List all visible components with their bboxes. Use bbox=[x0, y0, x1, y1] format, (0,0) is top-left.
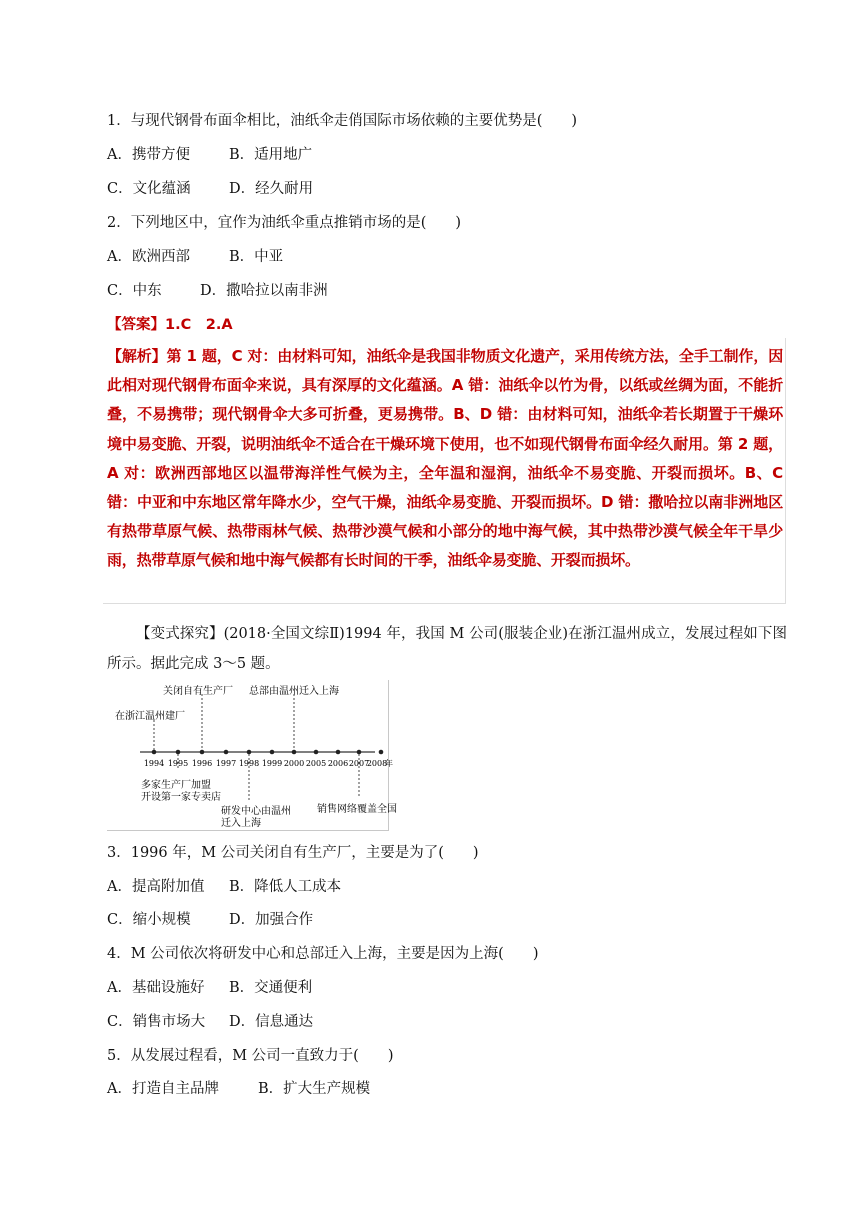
timeline-dot bbox=[176, 750, 181, 755]
q3-option-d: D．加强合作 bbox=[229, 912, 314, 928]
q2-option-b: B．中亚 bbox=[229, 249, 284, 265]
q1-option-a: A．携带方便 bbox=[107, 147, 190, 163]
timeline-dot bbox=[379, 750, 384, 755]
year-label: 1999 bbox=[261, 759, 283, 768]
year-label: 2007 bbox=[348, 759, 370, 768]
timeline-svg bbox=[107, 680, 397, 830]
year-label: 2000 bbox=[283, 759, 305, 768]
q5-option-b: B．扩大生产规模 bbox=[258, 1081, 371, 1097]
timeline-dot bbox=[247, 750, 252, 755]
question-5-stem: 5．从发展过程看，M 公司一直致力于( ) bbox=[107, 1048, 394, 1064]
timeline-dot bbox=[270, 750, 275, 755]
q1-option-c: C．文化蕴涵 bbox=[107, 181, 191, 197]
event-label-2008: 销售网络覆盖全国 bbox=[317, 804, 397, 815]
year-label: 1996 bbox=[191, 759, 213, 768]
q1-option-b: B．适用地广 bbox=[229, 147, 313, 163]
year-unit-label: 年 bbox=[385, 759, 393, 768]
answer-line: 【答案】1.C 2.A bbox=[107, 317, 233, 333]
question-4-stem: 4．M 公司依次将研发中心和总部迁入上海，主要是因为上海( ) bbox=[107, 946, 539, 962]
timeline-dot bbox=[314, 750, 319, 755]
event-label-1995-line2: 开设第一家专卖店 bbox=[141, 792, 221, 803]
year-label: 2005 bbox=[305, 759, 327, 768]
event-label-2005: 总部由温州迁入上海 bbox=[249, 686, 339, 697]
year-label: 1994 bbox=[143, 759, 165, 768]
q5-option-a: A．打造自主品牌 bbox=[107, 1081, 219, 1097]
year-label: 1998 bbox=[238, 759, 260, 768]
timeline-dot bbox=[152, 750, 157, 755]
q3-option-b: B．降低人工成本 bbox=[229, 879, 342, 895]
explanation-body: 第 1 题，C 对：由材料可知，油纸伞是我国非物质文化遗产，采用传统方法，全手工制作，因此相对现代钢骨布面伞来说，具有深厚的文化蕴涵。A 错：油纸伞以竹为骨，以纸或丝绸为面，不能折叠，不易携带；现代钢骨伞大多可折叠，更易携带。B、D 错：由材料可知，油纸伞若长期置于干燥环境中易变脆、开裂，说明油纸伞不适合在干燥环境下使用，也不如现代钢骨布面伞经久耐用。第 2 题，A 对：欧洲西部地区以温带海洋性气候为主，全年温和湿润，油纸伞不易变脆、开裂而损坏。B、C 错：中亚和中东地区常年降水少，空气干燥，油纸伞易变脆、开裂而损坏。D 错：撒哈拉以南非洲地区有热带草原气候、热带雨林气候、热带沙漠气候和小部分的地中海气候，其中热带沙漠气候全年干旱少雨，热带草原气候和地中海气候都有长时间的干季，油纸伞易变脆、开裂而损坏。 bbox=[107, 347, 783, 570]
timeline-dot bbox=[292, 750, 297, 755]
q1-option-d: D．经久耐用 bbox=[229, 181, 314, 197]
explanation-tag: 【解析】 bbox=[107, 347, 167, 365]
event-label-1998-line2: 迁入上海 bbox=[221, 818, 261, 829]
question-2-stem: 2．下列地区中，宜作为油纸伞重点推销市场的是( ) bbox=[107, 215, 462, 231]
q4-option-c: C．销售市场大 bbox=[107, 1014, 206, 1030]
q4-option-a: A．基础设施好 bbox=[107, 980, 205, 996]
variant-intro: 【变式探究】(2018·全国文综Ⅱ)1994 年，我国 M 公司(服装企业)在浙江温州成立，发展过程如下图所示。据此完成 3～5 题。 bbox=[107, 626, 787, 672]
event-label-1994: 在浙江温州建厂 bbox=[115, 711, 185, 722]
timeline-figure bbox=[107, 680, 397, 831]
year-label: 1997 bbox=[215, 759, 237, 768]
event-label-1998-line1: 研发中心由温州 bbox=[221, 806, 291, 817]
timeline-dot bbox=[357, 750, 362, 755]
year-label: 1995 bbox=[167, 759, 189, 768]
q3-option-a: A．提高附加值 bbox=[107, 879, 205, 895]
question-3-stem: 3．1996 年，M 公司关闭自有生产厂，主要是为了( ) bbox=[107, 845, 479, 861]
q2-option-c: C．中东 bbox=[107, 283, 162, 299]
event-label-1996: 关闭自有生产厂 bbox=[163, 686, 233, 697]
year-label: 2006 bbox=[327, 759, 349, 768]
timeline-dot bbox=[224, 750, 229, 755]
timeline-dot bbox=[336, 750, 341, 755]
event-label-1995-line1: 多家生产厂加盟 bbox=[141, 780, 211, 791]
year-label: 2008 bbox=[366, 759, 388, 768]
explanation-text bbox=[107, 342, 783, 576]
q4-option-d: D．信息通达 bbox=[229, 1014, 314, 1030]
q4-option-b: B．交通便利 bbox=[229, 980, 313, 996]
q2-option-a: A．欧洲西部 bbox=[107, 249, 190, 265]
question-1-stem: 1．与现代钢骨布面伞相比，油纸伞走俏国际市场依赖的主要优势是( ) bbox=[107, 113, 578, 129]
timeline-dot bbox=[200, 750, 205, 755]
q3-option-c: C．缩小规模 bbox=[107, 912, 191, 928]
q2-option-d: D．撒哈拉以南非洲 bbox=[200, 283, 328, 299]
